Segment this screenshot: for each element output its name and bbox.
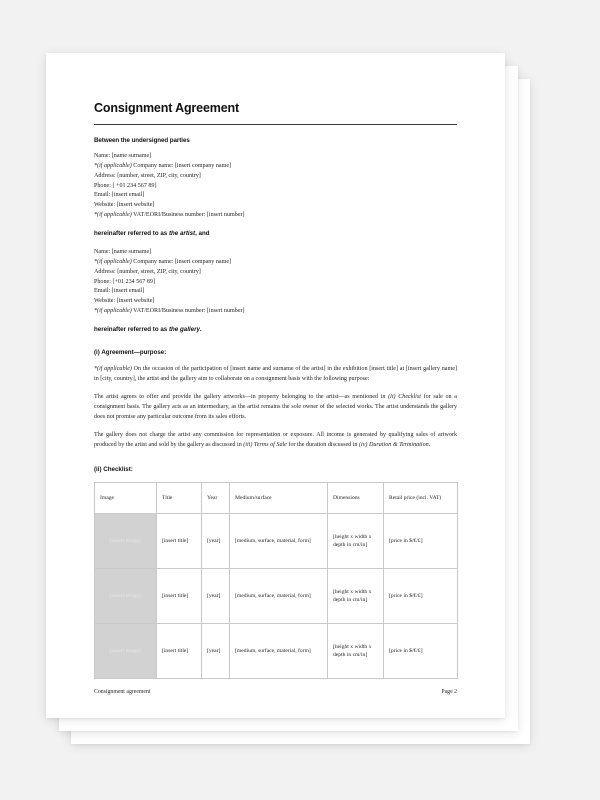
clause-two-heading: (ii) Checklist:: [94, 466, 133, 474]
table-row: [95, 514, 458, 569]
hereinafter-gallery: [94, 326, 457, 333]
cell-year[interactable]: [year]: [202, 514, 230, 569]
hereinafter-artist-pre: hereinafter referred to as: [94, 230, 169, 238]
clause-one-paragraph-3a: The gallery does not charge the artist any commission for representation or exposure. All income is generated by qualifying sales of artwork produced by the artist and sold by the gallery as discussed in: [94, 432, 457, 448]
image-placeholder[interactable]: [insert image]: [95, 514, 156, 568]
party-two-phone: Phone: [+01 234 567 89]: [94, 278, 155, 285]
cell-medium[interactable]: [medium, surface, material, form]: [230, 569, 328, 624]
party-one-address: Address: [number, street, ZIP, city, country]: [94, 172, 201, 179]
clause-one-paragraph-2b: for sale on a consignment basis. The gallery acts as an intermediary, as the artist remains the sole owner of the selected works. The artist understands the gallery does not promise any particular outcome from its sales efforts.: [94, 394, 457, 420]
cell-medium[interactable]: [medium, surface, material, form]: [230, 514, 328, 569]
parties-heading: Between the undersigned parties: [94, 137, 190, 144]
hereinafter-artist-post: , and: [195, 230, 210, 238]
clause-one-paragraph-2: [94, 393, 457, 422]
cell-image[interactable]: [95, 624, 157, 679]
title-divider: [94, 124, 457, 125]
cell-dimensions[interactable]: [height x width x depth in cm/in]: [328, 624, 384, 679]
checklist-table-body: [95, 514, 458, 679]
cell-price[interactable]: [price in $/€/£]: [384, 569, 458, 624]
clause-one-paragraph-1-text: On the occasion of the participation of [insert name and surname of the artist] in the exhibition [insert title] at [insert gallery name] in [city, country], the artist and the gallery aim to collaborate on a consignment basis with the following purpose:: [94, 366, 457, 382]
hereinafter-artist: [94, 230, 457, 237]
cell-image[interactable]: [95, 514, 157, 569]
clause-one-applicable-note: *(if applicable): [94, 366, 132, 373]
party-one-vat-note: *(if applicable): [94, 212, 132, 219]
hereinafter-artist-term: the artist: [168, 230, 196, 238]
cell-dimensions[interactable]: [height x width x depth in cm/in]: [328, 569, 384, 624]
party-two-company: [94, 258, 457, 268]
table-row: [95, 569, 458, 624]
terms-of-sale-reference: (iii) Terms of Sale: [243, 441, 287, 448]
column-header-medium: Medium/surface: [230, 483, 328, 514]
party-two-vat: [94, 307, 457, 317]
checklist-reference: (ii) Checklist: [388, 394, 421, 401]
hereinafter-gallery-post: .: [199, 326, 202, 334]
cell-title[interactable]: [insert title]: [157, 624, 202, 679]
clause-one-paragraph-3b: for the duration discussed in: [286, 441, 359, 448]
party-one-vat: [94, 211, 457, 221]
checklist-table: [94, 482, 458, 679]
document-page: [46, 53, 505, 718]
hereinafter-gallery-pre: hereinafter referred to as: [94, 326, 169, 334]
footer-document-name: Consignment agreement: [94, 689, 151, 695]
column-header-image: Image: [95, 483, 157, 514]
clause-one-paragraph-1: [94, 365, 457, 384]
party-one-company-note: *(if applicable): [94, 162, 132, 169]
table-row: [95, 624, 458, 679]
clause-one-paragraph-3: [94, 431, 457, 450]
page-title: Consignment Agreement: [94, 101, 240, 115]
party-two-vat-note: *(if applicable): [94, 308, 132, 315]
party-one-website: Website: [insert website]: [94, 202, 155, 209]
party-two-website: Website: [insert website]: [94, 298, 155, 305]
image-placeholder[interactable]: [insert image]: [95, 624, 156, 678]
cell-price[interactable]: [price in $/€/£]: [384, 514, 458, 569]
party-one-company: [94, 162, 457, 172]
party-two-vat-label: VAT/EORI/Business number: [insert number]: [131, 308, 245, 315]
party-two-company-note: *(if applicable): [94, 258, 132, 265]
party-one-name: Name: [name surname]: [94, 153, 152, 159]
clause-one-paragraph-3c: .: [428, 441, 431, 448]
party-two-name: Name: [name surname]: [94, 249, 152, 256]
party-two-address: Address: [number, street, ZIP, city, country]: [94, 268, 201, 275]
cell-price[interactable]: [price in $/€/£]: [384, 624, 458, 679]
table-header-row: [95, 483, 458, 514]
document-stack: [46, 53, 505, 718]
column-header-dimensions: Dimensions: [328, 483, 384, 514]
party-one-vat-label: VAT/EORI/Business number: [insert number]: [131, 212, 245, 219]
party-one-details: [94, 152, 457, 221]
image-placeholder[interactable]: [insert image]: [95, 569, 156, 623]
page-sheet-front[interactable]: [46, 53, 505, 718]
party-one-email: Email: [insert email]: [94, 192, 145, 199]
page-footer: [94, 689, 457, 695]
party-one-phone: Phone: [ +01 234 567 89]: [94, 182, 157, 189]
party-two-email: Email: [insert email]: [94, 288, 145, 295]
column-header-year: Year: [202, 483, 230, 514]
footer-page-number: Page 2: [441, 689, 457, 695]
duration-termination-reference: (iv) Duration & Termination: [359, 441, 429, 448]
clause-one-heading: (i) Agreement—purpose:: [94, 349, 167, 357]
column-header-title: Title: [157, 483, 202, 514]
cell-image[interactable]: [95, 569, 157, 624]
cell-year[interactable]: [year]: [202, 624, 230, 679]
cell-medium[interactable]: [medium, surface, material, form]: [230, 624, 328, 679]
clause-one-paragraph-2a: The artist agrees to offer and provide the gallery artworks—in property belonging to the artist—as mentioned in: [94, 394, 389, 401]
column-header-price: Retail price (incl. VAT): [384, 483, 458, 514]
cell-year[interactable]: [year]: [202, 569, 230, 624]
hereinafter-gallery-term: the gallery: [168, 326, 200, 334]
party-two-details: [94, 248, 457, 317]
party-one-company-label: Company name: [insert company name]: [131, 162, 232, 169]
cell-dimensions[interactable]: [height x width x depth in cm/in]: [328, 514, 384, 569]
party-two-company-label: Company name: [insert company name]: [131, 258, 232, 265]
cell-title[interactable]: [insert title]: [157, 514, 202, 569]
cell-title[interactable]: [insert title]: [157, 569, 202, 624]
